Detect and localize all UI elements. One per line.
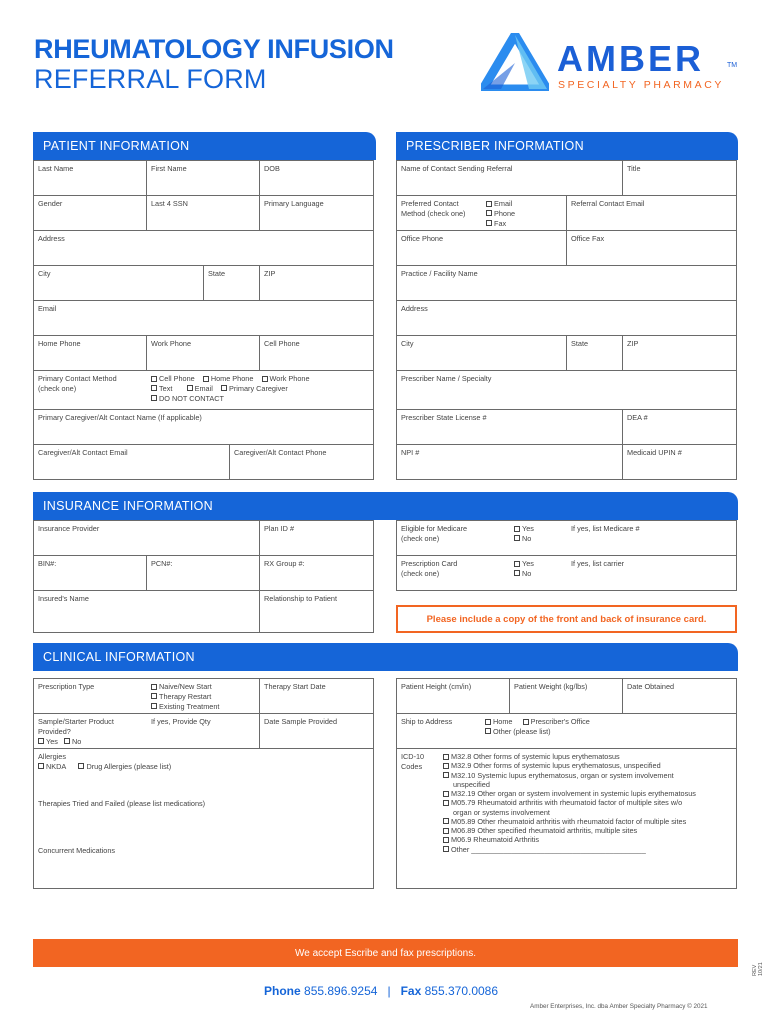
label: Insured's Name — [38, 594, 89, 603]
checkbox[interactable] — [151, 385, 157, 391]
label: Yes — [522, 524, 534, 533]
clinical-notes-area[interactable] — [34, 749, 374, 889]
label: Last 4 SSN — [151, 199, 188, 208]
checkbox[interactable] — [203, 376, 209, 382]
medicare-number-field[interactable] — [567, 521, 737, 556]
label: Drug Allergies (please list) — [86, 761, 172, 771]
label: Address — [401, 304, 428, 313]
label: Gender — [38, 199, 63, 208]
label: Relationship to Patient — [264, 594, 338, 603]
caregiver-name-field[interactable] — [34, 410, 374, 445]
option-no[interactable] — [514, 534, 531, 543]
patient-weight-field[interactable] — [510, 679, 623, 714]
patient-work-phone-field[interactable] — [147, 336, 260, 371]
icd-code-label: M06.9 Rheumatoid Arthritis — [451, 835, 540, 845]
office-fax-field[interactable] — [567, 231, 737, 266]
checkbox[interactable] — [78, 763, 84, 769]
option-no[interactable] — [514, 569, 531, 578]
label: Method (check one) — [401, 208, 466, 218]
checkbox[interactable] — [151, 703, 157, 709]
form-title: RHEUMATOLOGY INFUSION — [34, 34, 394, 64]
checkbox[interactable] — [514, 570, 520, 576]
label: Address — [38, 234, 65, 243]
insurance-card-note: Please include a copy of the front and back of insurance card. — [396, 605, 737, 633]
option-prescriber-office[interactable] — [523, 717, 590, 726]
checkbox[interactable] — [151, 684, 157, 690]
label: DO NOT CONTACT — [159, 393, 224, 403]
checkbox[interactable] — [514, 561, 520, 567]
label: Home Phone — [38, 339, 81, 348]
revision-code: REV 10/21 — [752, 962, 764, 976]
label: DOB — [264, 164, 280, 173]
phone-label: Phone — [264, 984, 301, 998]
date-sample-field[interactable] — [260, 714, 374, 749]
insurance-eligibility-grid — [396, 520, 737, 591]
label: City — [401, 339, 414, 348]
label: ZIP — [627, 339, 639, 348]
label: Therapy Restart — [159, 691, 212, 701]
icd-code-label: M05.79 Rheumatoid arthritis with rheumatoid factor of multiple sites w/o — [451, 798, 683, 808]
prescriber-zip-field[interactable] — [623, 336, 737, 371]
icd-code-label: M32.8 Other forms of systemic lupus erythematosus — [451, 752, 620, 761]
label: PCN#: — [151, 559, 173, 568]
option-existing[interactable] — [151, 702, 219, 711]
label: Home Phone — [210, 374, 254, 383]
icd-code-option[interactable] — [443, 817, 733, 826]
clinical-left-grid — [33, 678, 374, 889]
checkbox[interactable] — [64, 738, 70, 744]
label: Patient Height (cm/in) — [401, 682, 472, 691]
checkbox[interactable] — [443, 763, 449, 769]
label: Last Name — [38, 164, 74, 173]
checkbox[interactable] — [523, 719, 529, 725]
clinical-section-header: CLINICAL INFORMATION — [33, 643, 738, 671]
option-caregiver[interactable] — [221, 384, 288, 393]
label: Cell Phone — [159, 374, 195, 383]
contact-line — [264, 984, 498, 998]
label: Work Phone — [269, 374, 310, 383]
label: Office Phone — [401, 234, 444, 243]
pcn-field[interactable] — [147, 556, 260, 591]
icd-code-option[interactable] — [443, 798, 733, 807]
icd-code-option[interactable] — [443, 835, 733, 844]
relationship-field[interactable] — [260, 591, 374, 633]
patient-last-name-field[interactable] — [34, 161, 147, 196]
label: BIN#: — [38, 559, 57, 568]
label: Existing Treatment — [159, 701, 220, 711]
therapy-start-field[interactable] — [260, 679, 374, 714]
npi-field[interactable] — [397, 445, 623, 480]
primary-contact-method-label — [34, 371, 147, 410]
label: Primary Contact Method — [38, 374, 117, 383]
label: Title — [627, 164, 641, 173]
separator: | — [387, 984, 391, 998]
patient-first-name-field[interactable] — [147, 161, 260, 196]
label: Codes — [401, 761, 423, 771]
sample-product-label — [34, 714, 147, 749]
concurrent-meds-label: Concurrent Medications — [38, 846, 116, 855]
checkbox[interactable] — [443, 791, 449, 797]
contact-title-field[interactable] — [623, 161, 737, 196]
icd-code-continuation — [443, 808, 733, 817]
label: Prescriber State License # — [401, 413, 487, 422]
option-restart[interactable] — [151, 692, 211, 701]
medicaid-field[interactable] — [623, 445, 737, 480]
label: Date Obtained — [627, 682, 675, 691]
icd-codes-section — [397, 749, 737, 889]
caregiver-phone-field[interactable] — [230, 445, 374, 480]
logo-tagline: SPECIALTY PHARMACY — [558, 79, 725, 91]
label: Therapy Start Date — [264, 682, 326, 691]
date-obtained-field[interactable] — [623, 679, 737, 714]
label: Text — [159, 383, 173, 393]
label: Primary Caregiver — [228, 383, 288, 393]
plan-id-field[interactable] — [260, 521, 374, 556]
state-license-field[interactable] — [397, 410, 623, 445]
ship-to-field — [397, 714, 737, 749]
option-yes[interactable] — [514, 524, 534, 533]
label: Prescription Type — [38, 682, 95, 691]
icd-code-label: Other ___________________________________________ — [451, 844, 646, 854]
label: Plan ID # — [264, 524, 295, 533]
option-yes[interactable] — [514, 559, 534, 568]
icd-code-label: unspecified — [453, 779, 490, 789]
checkbox[interactable] — [187, 385, 193, 391]
label: If yes, list carrier — [571, 559, 625, 568]
option-nkda[interactable] — [38, 762, 66, 771]
label: Cell Phone — [264, 339, 300, 348]
icd-code-option[interactable] — [443, 845, 733, 854]
label: Patient Weight (kg/lbs) — [514, 682, 588, 691]
label: Ship to Address — [401, 717, 453, 726]
icd-code-label: M32.10 Systemic lupus erythematosus, organ or system involvement — [451, 770, 674, 780]
patient-zip-field[interactable] — [260, 266, 374, 301]
rx-type-options — [147, 679, 260, 714]
label: State — [208, 269, 226, 278]
phone-number[interactable]: 855.896.9254 — [304, 984, 378, 998]
label: Email — [194, 383, 213, 393]
clinical-right-grid — [396, 678, 737, 889]
copyright: Amber Enterprises, Inc. dba Amber Specialty Pharmacy © 2021 — [530, 1003, 708, 1010]
patient-ssn-field[interactable] — [147, 196, 260, 231]
label: Name of Contact Sending Referral — [401, 164, 513, 173]
checkbox[interactable] — [485, 728, 491, 734]
option-do-not-contact[interactable] — [151, 394, 224, 403]
insurance-grid — [33, 520, 374, 633]
checkbox[interactable] — [485, 719, 491, 725]
label: ICD-10 — [401, 752, 425, 761]
label: Email — [38, 304, 57, 313]
rx-card-options — [510, 556, 567, 591]
prescriber-address-field[interactable] — [397, 301, 737, 336]
label: Yes — [46, 736, 58, 746]
label: ZIP — [264, 269, 276, 278]
label: Caregiver/Alt Contact Phone — [234, 448, 327, 457]
fax-label: Fax — [400, 984, 422, 998]
checkbox[interactable] — [514, 526, 520, 532]
label: State — [571, 339, 589, 348]
label: Preferred Contact — [401, 199, 459, 208]
sample-qty-field[interactable] — [147, 714, 260, 749]
label: Phone — [494, 208, 516, 218]
office-phone-field[interactable] — [397, 231, 567, 266]
checkbox[interactable] — [38, 763, 44, 769]
option-email[interactable] — [187, 384, 213, 393]
checkbox[interactable] — [486, 210, 492, 216]
patient-grid — [33, 160, 374, 480]
checkbox[interactable] — [38, 738, 44, 744]
icd-code-option[interactable] — [443, 771, 733, 780]
insurance-section-header: INSURANCE INFORMATION — [33, 492, 738, 520]
checkbox[interactable] — [262, 376, 268, 382]
icd-code-option[interactable] — [443, 761, 733, 770]
label: NKDA — [46, 761, 67, 771]
rx-group-field[interactable] — [260, 556, 374, 591]
label: No — [522, 533, 532, 543]
option-yes[interactable] — [38, 737, 58, 746]
patient-gender-field[interactable] — [34, 196, 147, 231]
label: Home — [493, 717, 513, 726]
label: No — [72, 736, 82, 746]
option-work[interactable] — [262, 374, 310, 383]
medicare-eligible-label — [397, 521, 510, 556]
label: City — [38, 269, 51, 278]
label: If yes, list Medicare # — [571, 524, 640, 533]
amber-logo-icon — [481, 33, 549, 91]
label: Medicaid UPIN # — [627, 448, 682, 457]
label: (check one) — [38, 383, 77, 393]
label: Other (please list) — [493, 726, 551, 736]
checkbox[interactable] — [443, 837, 449, 843]
label: Caregiver/Alt Contact Email — [38, 448, 128, 457]
icd-code-label: M05.89 Other rheumatoid arthritis with rheumatoid factor of multiple sites — [451, 816, 687, 826]
checkbox[interactable] — [151, 693, 157, 699]
icd-code-option[interactable] — [443, 826, 733, 835]
patient-cell-phone-field[interactable] — [260, 336, 374, 371]
footer-banner: We accept Escribe and fax prescriptions. — [33, 939, 738, 967]
checkbox[interactable] — [151, 376, 157, 382]
patient-height-field[interactable] — [397, 679, 510, 714]
option-cell[interactable] — [151, 374, 195, 383]
icd-code-label: M06.89 Other specified rheumatoid arthritis, multiple sites — [451, 826, 638, 836]
patient-home-phone-field[interactable] — [34, 336, 147, 371]
patient-email-field[interactable] — [34, 301, 374, 336]
checkbox[interactable] — [486, 220, 492, 226]
icd-code-label: M32.19 Other organ or system involvement in systemic lupis erythematosus — [451, 789, 696, 799]
label: Prescription Card — [401, 559, 458, 568]
label: No — [522, 568, 532, 578]
prescriber-city-field[interactable] — [397, 336, 567, 371]
label: Date Sample Provided — [264, 717, 338, 726]
option-home[interactable] — [203, 374, 254, 383]
insurance-provider-field[interactable] — [34, 521, 260, 556]
label: Primary Caregiver/Alt Contact Name (If applicable) — [38, 413, 202, 422]
label: (check one) — [401, 533, 440, 543]
icd-code-option[interactable] — [443, 789, 733, 798]
patient-dob-field[interactable] — [260, 161, 374, 196]
carrier-field[interactable] — [567, 556, 737, 591]
label: Work Phone — [151, 339, 192, 348]
label: Naive/New Start — [159, 682, 212, 691]
label: RX Group #: — [264, 559, 305, 568]
checkbox[interactable] — [486, 201, 492, 207]
label: Fax — [494, 218, 507, 228]
icd-code-option[interactable] — [443, 752, 733, 761]
label: Email — [494, 199, 513, 208]
patient-address-field[interactable] — [34, 231, 374, 266]
checkbox[interactable] — [443, 846, 449, 852]
logo-wordmark: AMBER — [557, 38, 704, 79]
label: Sample/Starter Product — [38, 717, 114, 726]
option-other[interactable] — [485, 727, 551, 736]
icd-code-label: organ or systems involvement — [453, 807, 550, 817]
therapies-failed-label: Therapies Tried and Failed (please list medications) — [38, 799, 206, 808]
patient-language-field[interactable] — [260, 196, 374, 231]
option-naive[interactable] — [151, 682, 212, 691]
label: NPI # — [401, 448, 420, 457]
label: Insurance Provider — [38, 524, 100, 533]
label: Provided? — [38, 726, 71, 736]
referral-email-field[interactable] — [567, 196, 737, 231]
caregiver-email-field[interactable] — [34, 445, 230, 480]
fax-number[interactable]: 855.370.0086 — [424, 984, 499, 998]
checkbox[interactable] — [151, 395, 157, 401]
label: Prescriber's Office — [530, 717, 590, 726]
logo-trademark: TM — [727, 62, 738, 69]
contact-name-field[interactable] — [397, 161, 623, 196]
checkbox[interactable] — [443, 754, 449, 760]
patient-state-field[interactable] — [204, 266, 260, 301]
icd-codes-list — [443, 752, 733, 854]
rx-type-label — [34, 679, 147, 714]
checkbox[interactable] — [443, 818, 449, 824]
insured-name-field[interactable] — [34, 591, 260, 633]
label: First Name — [151, 164, 187, 173]
option-no[interactable] — [64, 737, 81, 746]
label: Office Fax — [571, 234, 605, 243]
checkbox[interactable] — [443, 800, 449, 806]
label: If yes, Provide Qty — [151, 717, 211, 726]
primary-contact-options — [147, 371, 374, 410]
icd-code-label: M32.9 Other forms of systemic lupus erythematosus, unspecified — [451, 761, 661, 771]
label: Primary Language — [264, 199, 324, 208]
preferred-contact-method — [397, 196, 567, 231]
prescriber-grid — [396, 160, 737, 480]
checkbox[interactable] — [514, 535, 520, 541]
checkbox[interactable] — [221, 385, 227, 391]
label: Referral Contact Email — [571, 199, 645, 208]
option-email[interactable] — [486, 199, 512, 208]
patient-city-field[interactable] — [34, 266, 204, 301]
patient-section-header: PATIENT INFORMATION — [33, 132, 376, 160]
bin-field[interactable] — [34, 556, 147, 591]
checkbox[interactable] — [443, 828, 449, 834]
form-subtitle: REFERRAL FORM — [34, 64, 267, 94]
option-fax[interactable] — [486, 219, 506, 228]
prescriber-section-header: PRESCRIBER INFORMATION — [396, 132, 738, 160]
label: Yes — [522, 559, 534, 568]
option-home[interactable] — [485, 717, 512, 726]
option-text[interactable] — [151, 384, 172, 393]
option-phone[interactable] — [486, 209, 515, 218]
label: Prescriber Name / Specialty — [401, 374, 492, 383]
label: Allergies — [38, 752, 66, 761]
label: (check one) — [401, 568, 440, 578]
practice-name-field[interactable] — [397, 266, 737, 301]
icd-code-continuation — [443, 780, 733, 789]
label: DEA # — [627, 413, 648, 422]
rx-card-label — [397, 556, 510, 591]
dea-field[interactable] — [623, 410, 737, 445]
prescriber-state-field[interactable] — [567, 336, 623, 371]
prescriber-name-specialty-field[interactable] — [397, 371, 737, 410]
checkbox[interactable] — [443, 772, 449, 778]
label: Eligible for Medicare — [401, 524, 468, 533]
label: Practice / Facility Name — [401, 269, 478, 278]
medicare-options — [510, 521, 567, 556]
option-drug-allergies[interactable] — [78, 762, 171, 771]
